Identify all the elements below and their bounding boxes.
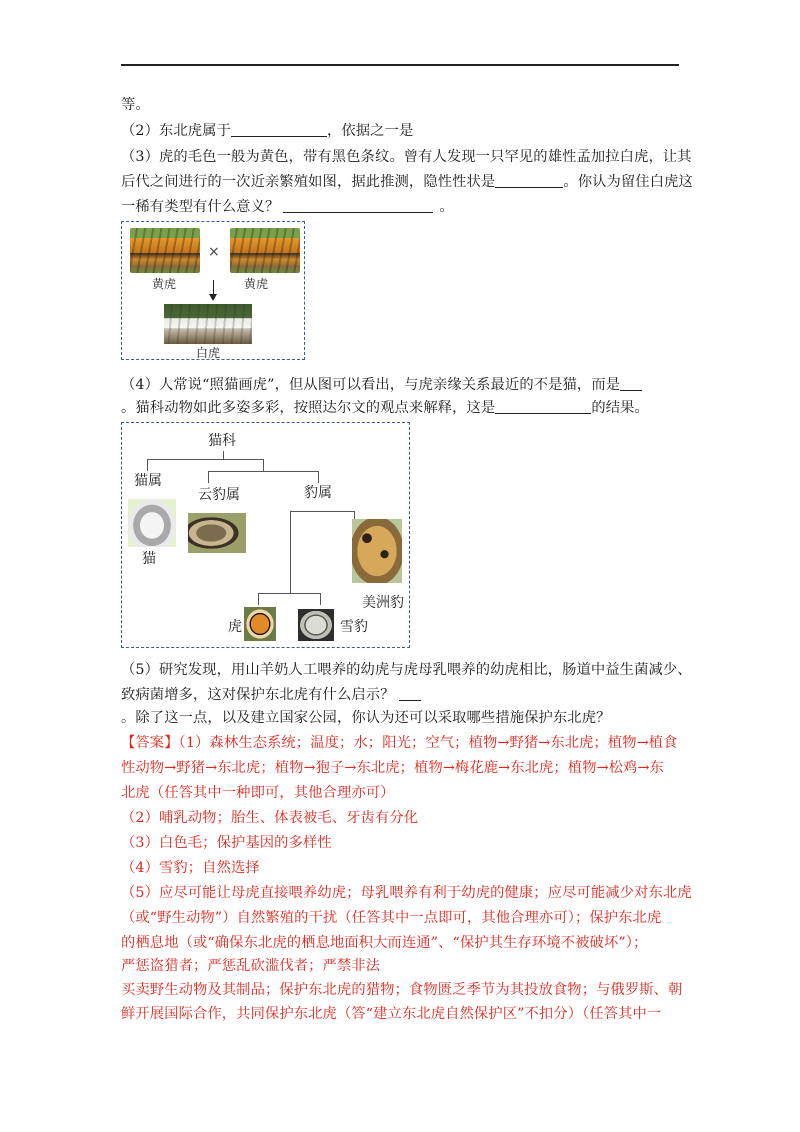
answer-blank[interactable]: [495, 399, 591, 414]
arrow-down-icon: [209, 294, 217, 301]
text-line: [121, 708, 681, 728]
text-line: [121, 95, 681, 115]
tree-branch: [223, 451, 224, 459]
text-fragment: （4）人常说“照猫画虎”，但从图可以看出，与虎亲缘关系最近的不是猫，而是: [121, 377, 621, 393]
answer-blank[interactable]: [283, 198, 433, 213]
snow-leopard-image: [298, 609, 334, 641]
question-5: [121, 660, 692, 680]
tree-branch: [147, 459, 148, 471]
answer-line: 北虎（任答其中一种即可，其他合理亦可）: [121, 785, 395, 801]
answer-line: （或“野生动物”）自然繁殖的干扰（任答其中一点即可，其他合理亦可）；保护东北虎: [121, 910, 662, 926]
label-cat: 猫: [142, 551, 156, 567]
tree-branch: [258, 593, 259, 605]
text-fragment: 等。: [121, 97, 150, 113]
text-line: [121, 398, 681, 418]
answer-blank[interactable]: [399, 686, 421, 701]
label-tiger: 虎: [228, 619, 242, 635]
felidae-tree-figure: [121, 422, 410, 648]
text-fragment: 的结果。: [591, 400, 649, 416]
tree-branch: [354, 511, 355, 519]
label-felidae: 猫科: [208, 433, 236, 449]
answer-line: 性动物→野猪→东北虎；植物→狍子→东北虎；植物→梅花鹿→东北虎；植物→松鸡→东: [121, 760, 664, 776]
clouded-leopard-image: [188, 513, 246, 553]
text-fragment: 。除了这一点，以及建立国家公园，你认为还可以采取哪些措施保护东北虎？: [121, 710, 611, 726]
answer-blank[interactable]: [231, 122, 327, 137]
tree-branch: [208, 471, 318, 472]
label-white-tiger: 白虎: [196, 346, 221, 360]
header-rule: [121, 64, 679, 66]
text-fragment: （5）研究发现，用山羊奶人工喂养的幼虎与虎母乳喂养的幼虎相比，肠道中益生菌减少、: [121, 662, 692, 678]
answer-blank[interactable]: [495, 173, 563, 188]
answer-line: 严惩盗猎者；严惩乱砍滥伐者；严禁非法: [121, 958, 381, 974]
answer-line: （4）雪豹；自然选择: [121, 860, 260, 876]
tiger-image: [244, 607, 276, 641]
label-yellow-tiger: 黄虎: [244, 277, 269, 291]
label-neofelis: 云豹属: [198, 487, 240, 503]
text-fragment: 致病菌增多，这对保护东北虎有什么启示？: [121, 687, 395, 703]
tree-branch: [320, 593, 321, 605]
tree-branch: [258, 593, 320, 594]
answer-line: 鲜开展国际合作，共同保护东北虎（答“建立东北虎自然保护区”不扣分）（任答其中一: [121, 1006, 662, 1022]
cross-symbol: ×: [208, 244, 220, 260]
text-line: [121, 172, 693, 192]
cat-image: [128, 499, 176, 547]
yellow-tiger-image: [230, 228, 300, 273]
question-3: [121, 147, 692, 167]
label-snow-leopard: 雪豹: [340, 619, 368, 635]
text-fragment: 。你认为留住白虎这: [563, 174, 693, 190]
question-2: [121, 121, 681, 141]
answer-blank[interactable]: [620, 376, 642, 391]
answer-line: 买卖野生动物及其制品；保护东北虎的猎物；食物匮乏季节为其投放食物；与俄罗斯、朝: [121, 982, 683, 998]
label-jaguar: 美洲豹: [362, 595, 404, 611]
text-fragment: 一稀有类型有什么意义？: [121, 199, 280, 215]
answer-line: （5）应尽可能让母虎直接喂养幼虎；母乳喂养有利于幼虎的健康；应尽可能减少对东北虎: [121, 885, 692, 901]
text-fragment: 。猫科动物如此多姿多彩，按照达尔文的观点来解释，这是: [121, 400, 496, 416]
tree-branch: [263, 459, 264, 471]
label-panthera: 豹属: [304, 485, 332, 501]
text-fragment: 。: [439, 199, 454, 215]
answer-line: 【答案】（1）森林生态系统；温度；水；阳光；空气；植物→野猪→东北虎；植物→植食: [121, 735, 678, 751]
text-fragment: （3）虎的毛色一般为黄色，带有黑色条纹。曾有人发现一只罕见的雄性孟加拉白虎，让其: [121, 149, 692, 165]
text-line: [121, 685, 681, 705]
label-yellow-tiger: 黄虎: [152, 277, 177, 291]
jaguar-image: [352, 519, 402, 583]
breeding-figure: [121, 221, 305, 360]
answer-line: （2）哺乳动物；胎生、体表被毛、牙齿有分化: [121, 810, 419, 826]
tree-branch: [318, 471, 319, 483]
text-fragment: ，依据之一是: [326, 123, 414, 139]
answer-line: 的栖息地（或“确保东北虎的栖息地面积大而连通”、“保护其生存环境不被破坏”）；: [121, 935, 648, 951]
white-tiger-image: [164, 304, 252, 344]
tree-branch: [290, 511, 291, 593]
tree-branch: [208, 471, 209, 483]
text-fragment: （2）东北虎属于: [121, 123, 231, 139]
answer-line: （3）白色毛；保护基因的多样性: [121, 835, 332, 851]
label-felis: 猫属: [134, 473, 162, 489]
text-fragment: 后代之间进行的一次近亲繁殖如图，据此推测，隐性性状是: [121, 174, 496, 190]
question-4: [121, 375, 681, 395]
yellow-tiger-image: [130, 228, 200, 273]
tree-branch: [290, 511, 354, 512]
tree-branch: [147, 459, 263, 460]
text-line: [121, 197, 681, 217]
